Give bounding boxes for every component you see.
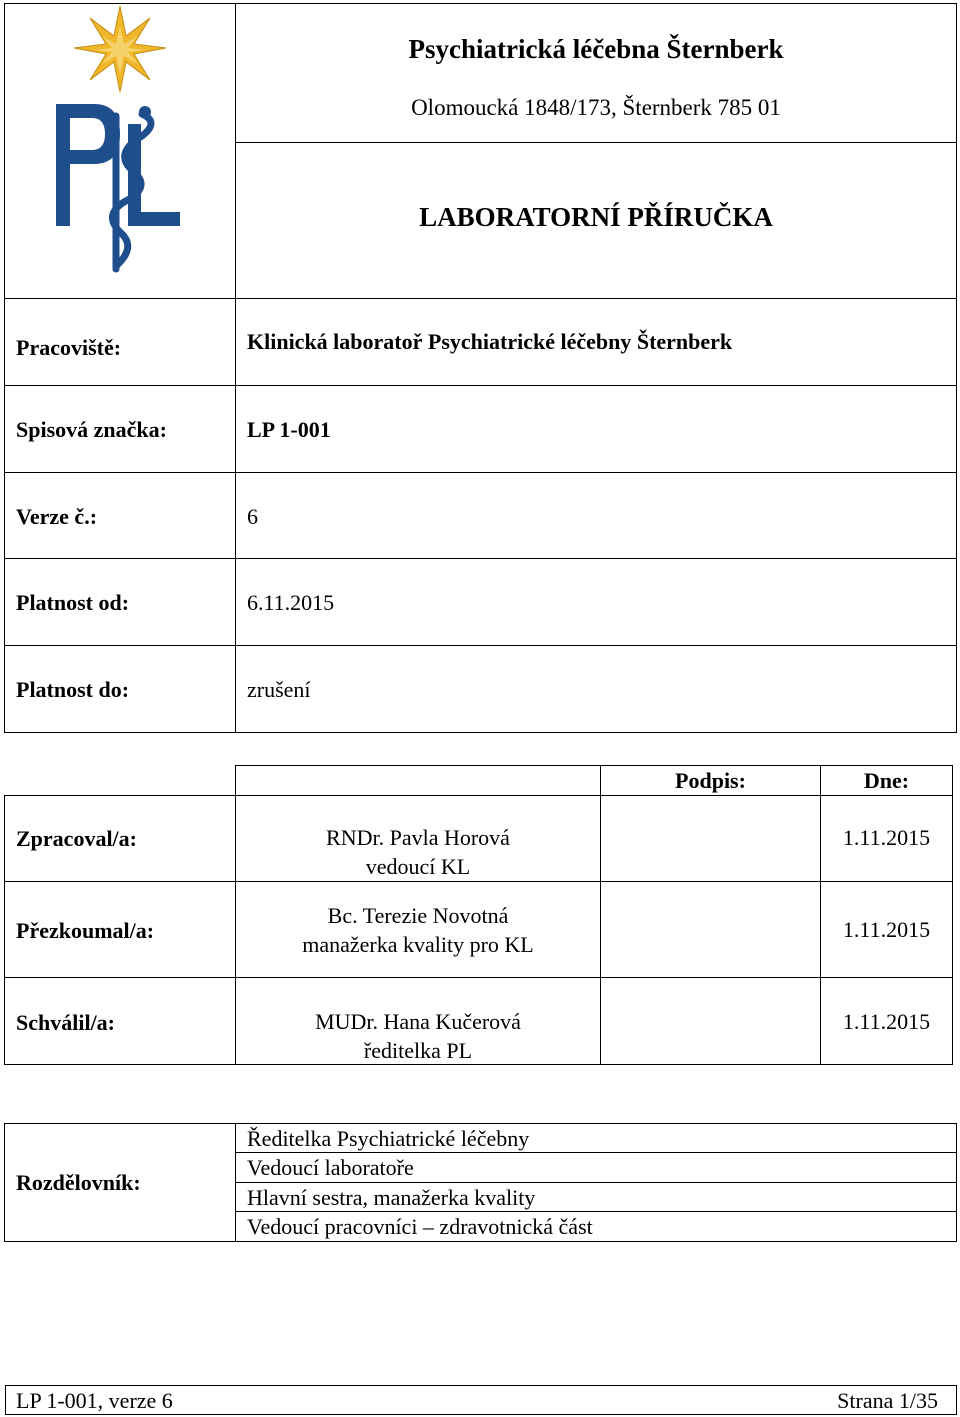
workplace-label: Pracoviště:	[16, 335, 122, 360]
approved-name: MUDr. Hana Kučerová	[315, 1009, 521, 1034]
distribution-label: Rozdělovník:	[16, 1170, 141, 1195]
valid-to-label: Platnost do:	[16, 677, 130, 702]
workplace-value: Klinická laboratoř Psychiatrické léčebny Šternberk	[247, 329, 733, 354]
approved-date: 1.11.2015	[842, 1009, 931, 1034]
distribution-item: Hlavní sestra, manažerka kvality	[247, 1185, 536, 1210]
valid-from-label: Platnost od:	[16, 590, 130, 615]
prepared-label: Zpracoval/a:	[16, 826, 137, 851]
valid-to-value: zrušení	[247, 677, 311, 702]
distribution-item: Vedoucí laboratoře	[247, 1155, 414, 1180]
prepared-role: vedoucí KL	[365, 854, 471, 879]
valid-from-value: 6.11.2015	[247, 590, 335, 615]
prepared-name: RNDr. Pavla Horová	[326, 825, 510, 850]
institution-address: Olomoucká 1848/173, Šternberk 785 01	[411, 95, 781, 120]
reviewed-role: manažerka kvality pro KL	[302, 932, 534, 957]
version-label: Verze č.:	[16, 504, 98, 529]
version-value: 6	[247, 504, 258, 529]
distribution-item: Ředitelka Psychiatrické léčebny	[247, 1126, 530, 1151]
file-label: Spisová značka:	[16, 417, 167, 442]
star-icon	[74, 6, 166, 92]
approved-role: ředitelka PL	[363, 1038, 473, 1063]
reviewed-label: Přezkoumal/a:	[16, 918, 155, 943]
prepared-date: 1.11.2015	[842, 825, 931, 850]
signature-header: Podpis:	[675, 768, 746, 793]
document-title: LABORATORNÍ PŘÍRUČKA	[419, 202, 773, 232]
reviewed-name: Bc. Terezie Novotná	[327, 903, 509, 928]
file-value: LP 1-001	[247, 417, 331, 442]
institution-name: Psychiatrická léčebna Šternberk	[408, 34, 784, 64]
reviewed-date: 1.11.2015	[842, 917, 931, 942]
footer-doc-ref: LP 1-001, verze 6	[16, 1388, 173, 1413]
distribution-item: Vedoucí pracovníci – zdravotnická část	[247, 1214, 593, 1239]
date-header: Dne:	[863, 768, 910, 793]
page-footer	[5, 1385, 957, 1415]
footer-page-number: Strana 1/35	[837, 1388, 938, 1413]
approved-label: Schválil/a:	[16, 1010, 116, 1035]
star-caduceus-pl-logo-icon	[50, 4, 190, 274]
